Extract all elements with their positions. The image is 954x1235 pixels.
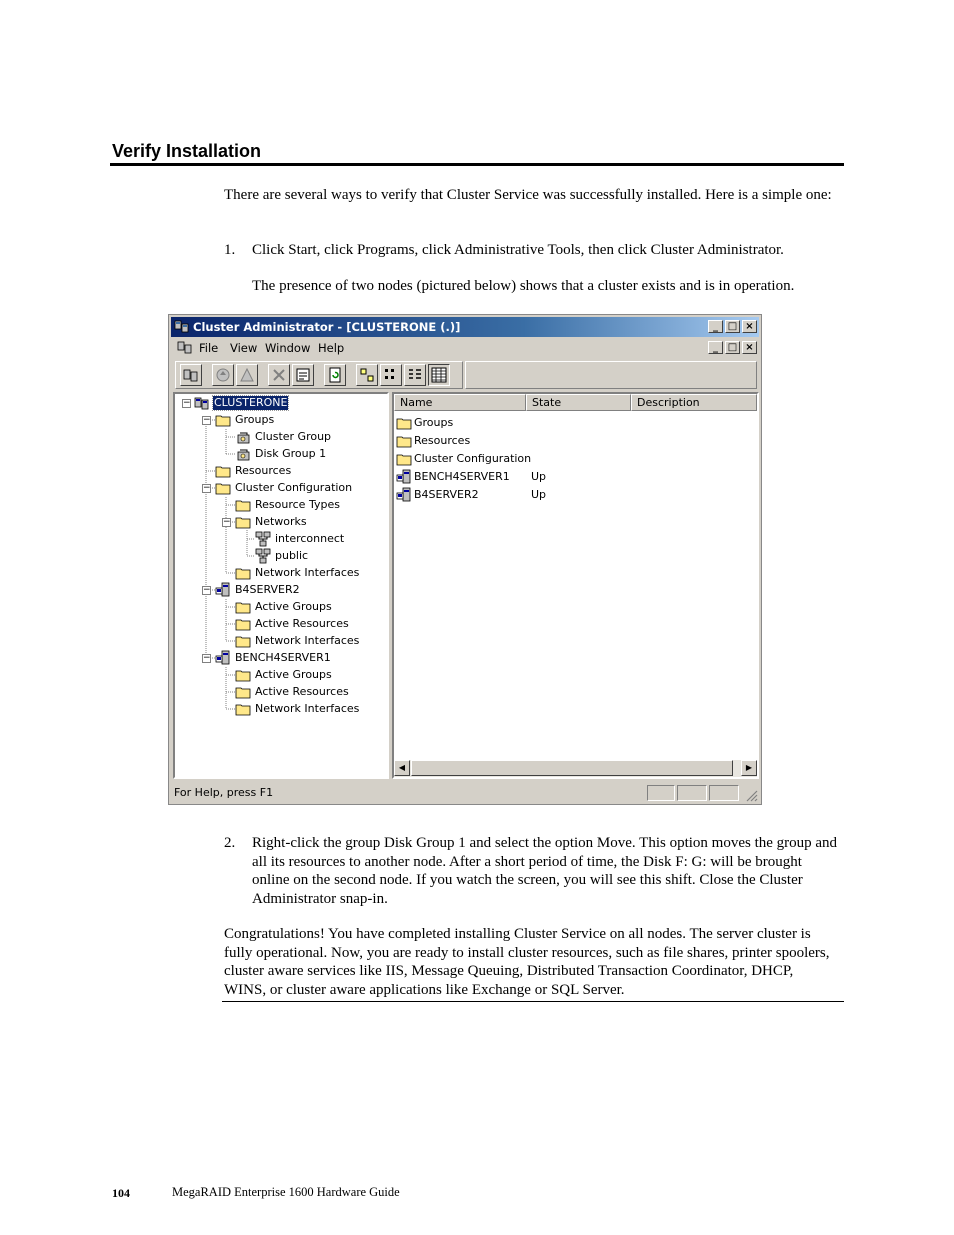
row-name: B4SERVER2 [414,488,479,501]
child-minimize-button[interactable]: _ [708,341,723,354]
server-icon [215,650,231,666]
row-name: Cluster Configuration [414,452,532,465]
folder-icon [396,451,412,467]
menu-file[interactable]: File [199,341,219,355]
close-button[interactable]: × [742,320,757,333]
small-icons-icon [383,367,399,383]
delete-button[interactable] [268,364,290,386]
list-row-cluster-configuration[interactable] [396,451,736,467]
menu-window[interactable]: Window [265,341,311,355]
section-heading: Verify Installation [112,141,262,161]
row-name: BENCH4SERVER1 [414,470,510,483]
folder-icon [235,684,251,700]
folder-icon [396,415,412,431]
tree-label: public [275,549,309,562]
list-view-button[interactable] [404,364,426,386]
server-icon [215,582,231,598]
folder-icon [215,480,231,496]
folder-icon [235,701,251,717]
child-close-button[interactable]: × [742,341,757,354]
details-view-button[interactable] [428,364,450,386]
tree-label: Network Interfaces [255,566,360,579]
status-panel [677,785,707,801]
footer-title: MegaRAID Enterprise 1600 Hardware Guide [172,1185,400,1199]
list-row-bench4server1[interactable] [396,469,736,485]
menu-view[interactable]: View [230,341,258,355]
take-offline-button[interactable] [236,364,258,386]
conclusion-paragraph: Congratulations! You have completed installing Cluster Service on all nodes. The server cluster is fully operational. Now, you are ready to install cluster resources, such as file shares, printer spoolers, cluster aware services like IIS, Message Queuing, Distributed Transaction Coordinator, DHCP, WINS, or cluster aware applications like Exchange or SQL Server. [224,926,830,998]
toolbar-filler [465,361,757,389]
cluster-icon [194,395,210,411]
list-row-b4server2[interactable] [396,487,736,503]
tree-label: Active Resources [255,685,349,698]
heading-rule [110,163,844,166]
folder-icon [235,616,251,632]
scroll-right-button[interactable]: ▶ [741,760,757,776]
toolbar [175,361,463,389]
row-state: Up [531,488,547,501]
details-view-icon [431,367,447,383]
expand-toggle-networks[interactable]: − [223,517,231,527]
tree-label: Networks [255,515,307,528]
tree-label: CLUSTERONE [214,396,288,409]
bring-online-button[interactable] [212,364,234,386]
tree-label: Resource Types [255,498,340,511]
folder-icon [235,497,251,513]
folder-icon [235,633,251,649]
tree-label: interconnect [275,532,345,545]
folder-icon [235,565,251,581]
intro-paragraph: There are several ways to verify that Cluster Service was successfully installed. Here is a simple one: [224,187,832,203]
page-number: 104 [112,1186,130,1200]
resize-grip-icon[interactable] [745,789,758,802]
list-row-groups[interactable] [396,415,736,431]
scroll-thumb[interactable] [411,760,733,776]
expand-toggle-bench4server1[interactable]: − [203,653,211,663]
step-2-number: 2. [224,835,236,851]
folder-icon [235,667,251,683]
step-1-number: 1. [224,242,236,258]
column-header-state[interactable]: State [526,394,631,411]
cluster-administrator-window [168,314,762,805]
step-1-text: Click Start, click Programs, click Administrative Tools, then click Cluster Administrator. [252,242,784,258]
tree-pane[interactable] [173,392,389,779]
menu-bar [171,339,759,358]
maximize-button[interactable]: □ [725,320,740,333]
properties-icon [295,367,311,383]
document-icon[interactable] [177,340,193,356]
refresh-icon [327,367,343,383]
title-bar[interactable] [171,317,759,337]
tree-label: Disk Group 1 [255,447,327,460]
large-icons-icon [359,367,375,383]
column-header-description[interactable]: Description [631,394,757,411]
list-row-resources[interactable] [396,433,736,449]
row-name: Groups [414,416,454,429]
folder-icon [215,412,231,428]
expand-toggle-b4server2[interactable]: − [203,585,211,595]
tree-label: Network Interfaces [255,702,360,715]
child-restore-button[interactable]: □ [725,341,740,354]
tree-label: B4SERVER2 [235,583,300,596]
expand-toggle-cluster-configuration[interactable]: − [203,483,211,493]
server-icon [396,487,412,503]
network-icon [255,531,271,547]
expand-toggle-clusterone[interactable]: − [183,398,191,408]
tree-label: Active Resources [255,617,349,630]
server-icon [396,469,412,485]
refresh-button[interactable] [324,364,346,386]
small-icons-button[interactable] [380,364,402,386]
tree-label: Cluster Group [255,430,332,443]
group-icon [235,429,251,445]
folder-icon [215,463,231,479]
cluster-app-icon [174,319,190,335]
tree-label: Network Interfaces [255,634,360,647]
properties-button[interactable] [292,364,314,386]
menu-help[interactable]: Help [318,341,345,355]
minimize-button[interactable]: _ [708,320,723,333]
large-icons-button[interactable] [356,364,378,386]
folder-icon [235,599,251,615]
status-bar [171,783,759,803]
tree-label: Groups [235,413,275,426]
delete-icon [271,367,287,383]
window-title: Cluster Administrator - [CLUSTERONE (.)] [193,320,461,334]
step-1-note: The presence of two nodes (pictured below) shows that a cluster exists and is in operation. [252,278,795,294]
tree-label: BENCH4SERVER1 [235,651,331,664]
network-icon [255,548,271,564]
list-view-icon [407,367,423,383]
expand-toggle-groups[interactable]: − [203,415,211,425]
section-end-rule [222,1001,844,1002]
tree-label: Cluster Configuration [235,481,353,494]
row-name: Resources [414,434,471,447]
status-text: For Help, press F1 [174,786,274,799]
folder-icon [396,433,412,449]
tree-label: Active Groups [255,668,332,681]
tree-label: Resources [235,464,292,477]
open-connection-button[interactable] [180,364,202,386]
open-connection-icon [183,367,199,383]
take-offline-icon [239,367,255,383]
row-state: Up [531,470,547,483]
status-panel [647,785,675,801]
scroll-left-button[interactable]: ◀ [394,760,410,776]
step-2-text: Right-click the group Disk Group 1 and select the option Move. This option moves the group and all its resources to another node. After a short period of time, the Disk F: G: will be brought online on the second node. If you watch the screen, you will see this shift. Close the Cluster Administrator snap-in. [252,835,838,907]
details-list-pane[interactable] [392,392,759,779]
folder-icon [235,514,251,530]
tree-label: Active Groups [255,600,332,613]
column-header-name[interactable]: Name [394,394,526,411]
group-icon [235,446,251,462]
horizontal-scrollbar[interactable] [394,760,757,777]
status-panel [709,785,739,801]
bring-online-icon [215,367,231,383]
